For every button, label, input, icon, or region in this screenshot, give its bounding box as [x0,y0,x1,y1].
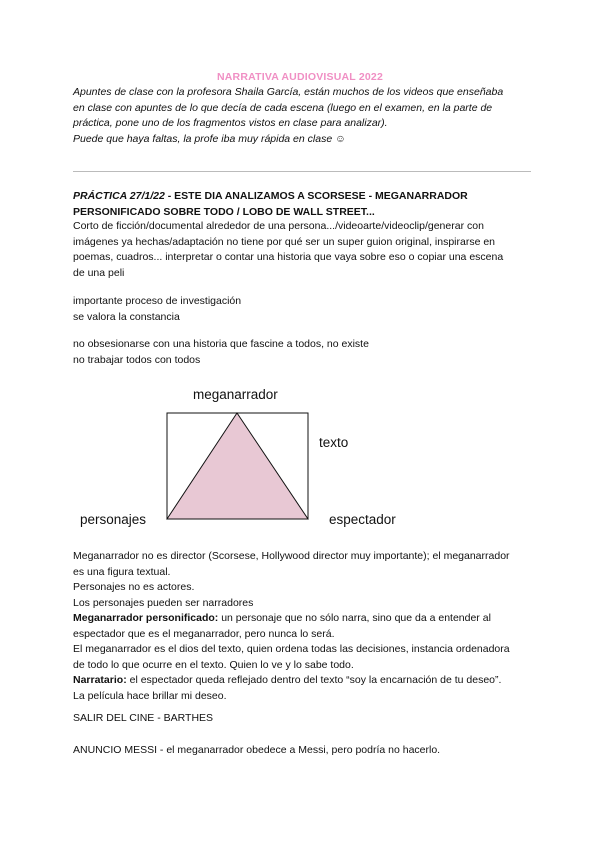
diagram-triangle [167,413,308,519]
text-line: Los personajes pueden ser narradores [73,596,254,609]
intro-line: Apuntes de clase con la profesora Shaila García, están muchos de los videos que enseñaba [73,86,504,98]
paragraph-meganarrador [73,549,531,704]
diagram-label-espectador: espectador [329,512,396,527]
text-line: Personajes no es actores. [73,581,195,593]
document-title: NARRATIVA AUDIOVISUAL 2022 [216,71,384,83]
intro-line: práctica, pone uno de los fragmentos vistos en clase para analizar). [73,117,388,129]
line-salir-del-cine: SALIR DEL CINE - BARTHES [73,712,214,724]
text-line: poemas, cuadros... interpretar o contar una historia que vaya sobre eso o copiar una escena [73,251,504,263]
text-line: espectador que es el meganarrador, pero nunca lo será. [73,627,335,640]
intro-line: Puede que haya faltas, la profe iba muy rápida en clase ☺ [73,132,346,145]
text-line: se valora la constancia [73,310,180,323]
diagram-label-meganarrador: meganarrador [193,387,278,402]
term-meganarrador-personificado: Meganarrador personificado: [73,612,219,624]
intro-line: en clase con apuntes de lo que decía de cada escena (luego en el examen, en la parte de [73,101,493,114]
term-narratario: Narratario: [73,674,127,686]
text-line: es una figura textual. [73,565,171,578]
heading-rest: - ESTE DIA ANALIZAMOS A SCORSESE - MEGANARRADOR [164,190,468,202]
text-line: no trabajar todos con todos [73,353,201,366]
line-anuncio-messi: ANUNCIO MESSI - el meganarrador obedece a Messi, pero podría no hacerlo. [73,744,441,756]
text-line: Corto de ficción/documental alrededor de una persona.../videoarte/videoclip/generar con [73,220,484,232]
text-line: imágenes ya hechas/adaptación no tiene por qué ser un super guion original, inspirarse en [73,235,496,248]
diagram-label-personajes: personajes [80,512,147,527]
heading-prefix: PRÁCTICA 27/1/22 [73,190,165,202]
text-line: El meganarrador es el dios del texto, quien ordena todas las decisiones, instancia ordenadora [73,643,510,655]
text-line [73,673,531,689]
text-line: de una peli [73,266,125,279]
definition-text: el espectador queda reflejado dentro del texto “soy la encarnación de tu deseo”. [126,674,502,686]
text-line: de todo lo que ocurre en el texto. Quien lo ve y lo sabe todo. [73,658,354,671]
definition-text: un personaje que no sólo narra, sino que da a entender al [218,612,491,624]
text-line: Meganarrador no es director (Scorsese, Hollywood director muy importante); el meganarrador [73,550,510,562]
text-line: no obsesionarse con una historia que fascine a todos, no existe [73,338,369,350]
heading-line2: PERSONIFICADO SOBRE TODO / LOBO DE WALL STREET... [73,205,375,218]
text-line: La película hace brillar mi deseo. [73,689,227,702]
diagram-label-texto: texto [319,435,349,450]
text-line: importante proceso de investigación [73,295,242,307]
text-line [73,611,531,627]
